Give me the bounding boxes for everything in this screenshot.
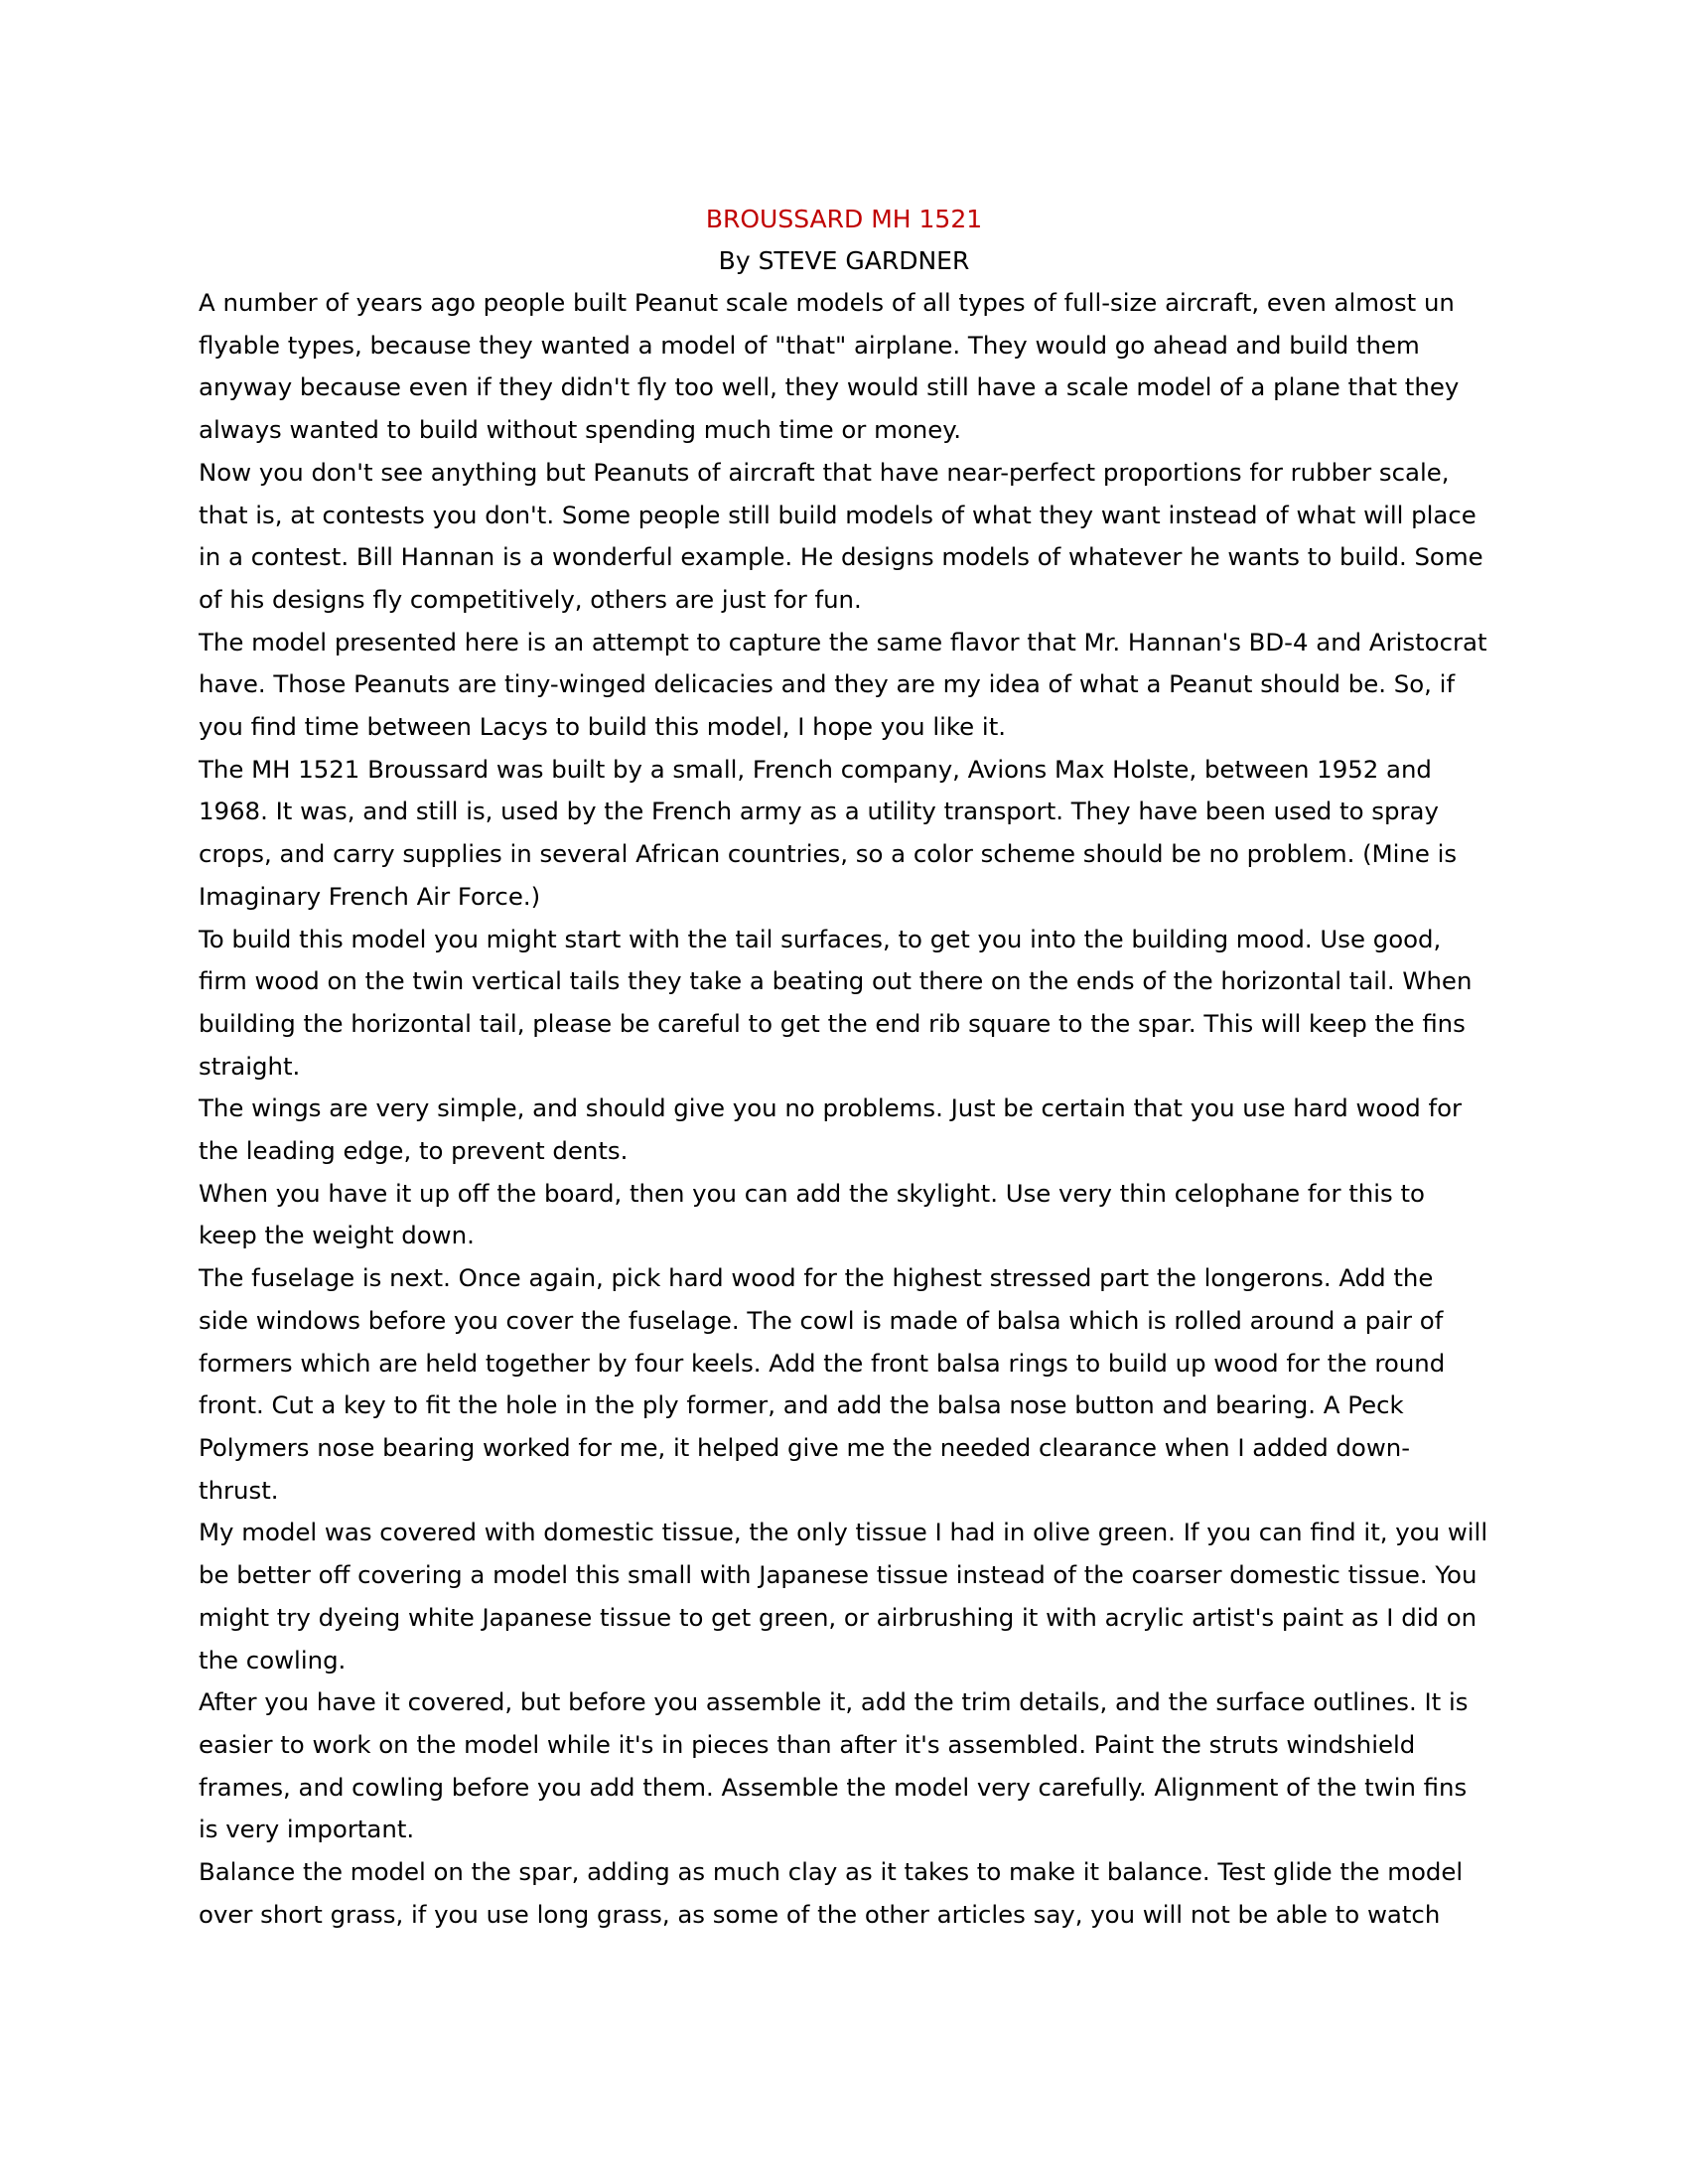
article-byline: By STEVE GARDNER [718, 246, 970, 275]
paragraph-flavor: The model presented here is an attempt to capture the same flavor that Mr. Hannan's BD-4 and Aristocrat have. Those Peanuts are tiny-winged delicacies and they are my idea of what a Peanut should be. So, if you find time between Lacys to build this model, I hope you like it. [199, 627, 1487, 742]
paragraph-skylight: When you have it up off the board, then you can add the skylight. Use very thin celophane for this to keep the weight down. [199, 1178, 1425, 1250]
paragraph-history: The MH 1521 Broussard was built by a small, French company, Avions Max Holste, between 1952 and 1968. It was, and still is, used by the French army as a utility transport. They have been used to spray crops, and carry supplies in several African countries, so a color scheme should be no problem. (Mine is Imaginary French Air Force.) [199, 754, 1458, 911]
paragraph-wings: The wings are very simple, and should give you no problems. Just be certain that you use hard wood for the leading edge, to prevent dents. [199, 1093, 1463, 1166]
article-page [199, 199, 1489, 1936]
paragraph-contests: Now you don't see anything but Peanuts of aircraft that have near-perfect proportions for rubber scale, that is, at contests you don't. Some people still build models of what they want instead of what will place in a contest. Bill Hannan is a wonderful example. He designs models of whatever he wants to build. Some of his designs fly competitively, others are just for fun. [199, 457, 1483, 614]
article-title: BROUSSARD MH 1521 [705, 205, 983, 233]
paragraph-tail: To build this model you might start with the tail surfaces, to get you into the building mood. Use good, firm wood on the twin vertical tails they take a beating out there on the ends of the horizontal tail. When building the horizontal tail, please be careful to get the end rib square to the spar. This will keep the fins straight. [199, 924, 1473, 1081]
paragraph-fuselage: The fuselage is next. Once again, pick hard wood for the highest stressed part the longerons. Add the side windows before you cover the fuselage. The cowl is made of balsa which is rolled around a pair of formers which are held together by four keels. Add the front balsa rings to build up wood for the round front. Cut a key to fit the hole in the ply former, and add the balsa nose button and bearing. A Peck Polymers nose bearing worked for me, it helped give me the needed clearance when I added down-thrust. [199, 1263, 1446, 1505]
paragraph-assembly: After you have it covered, but before you assemble it, add the trim details, and the surface outlines. It is easier to work on the model while it's in pieces than after it's assembled. Paint the struts windshield frames, and cowling before you add them. Assemble the model very carefully. Alignment of the twin fins is very important. [199, 1687, 1469, 1844]
paragraph-covering: My model was covered with domestic tissue, the only tissue I had in olive green. If you can find it, you will be better off covering a model this small with Japanese tissue instead of the coarser domestic tissue. You might try dyeing white Japanese tissue to get green, or airbrushing it with acrylic artist's paint as I did on the cowling. [199, 1518, 1488, 1674]
paragraph-intro: A number of years ago people built Peanut scale models of all types of full-size aircraft, even almost un flyable types, because they wanted a model of "that" airplane. They would go ahead and build them anyway because even if they didn't fly too well, they would still have a scale model of a plane that they always wanted to build without spending much time or money. [199, 288, 1460, 445]
paragraph-balance: Balance the model on the spar, adding as much clay as it takes to make it balance. Test glide the model over short grass, if you use long grass, as some of the other articles say, you will not be able to watch [199, 1857, 1464, 1929]
